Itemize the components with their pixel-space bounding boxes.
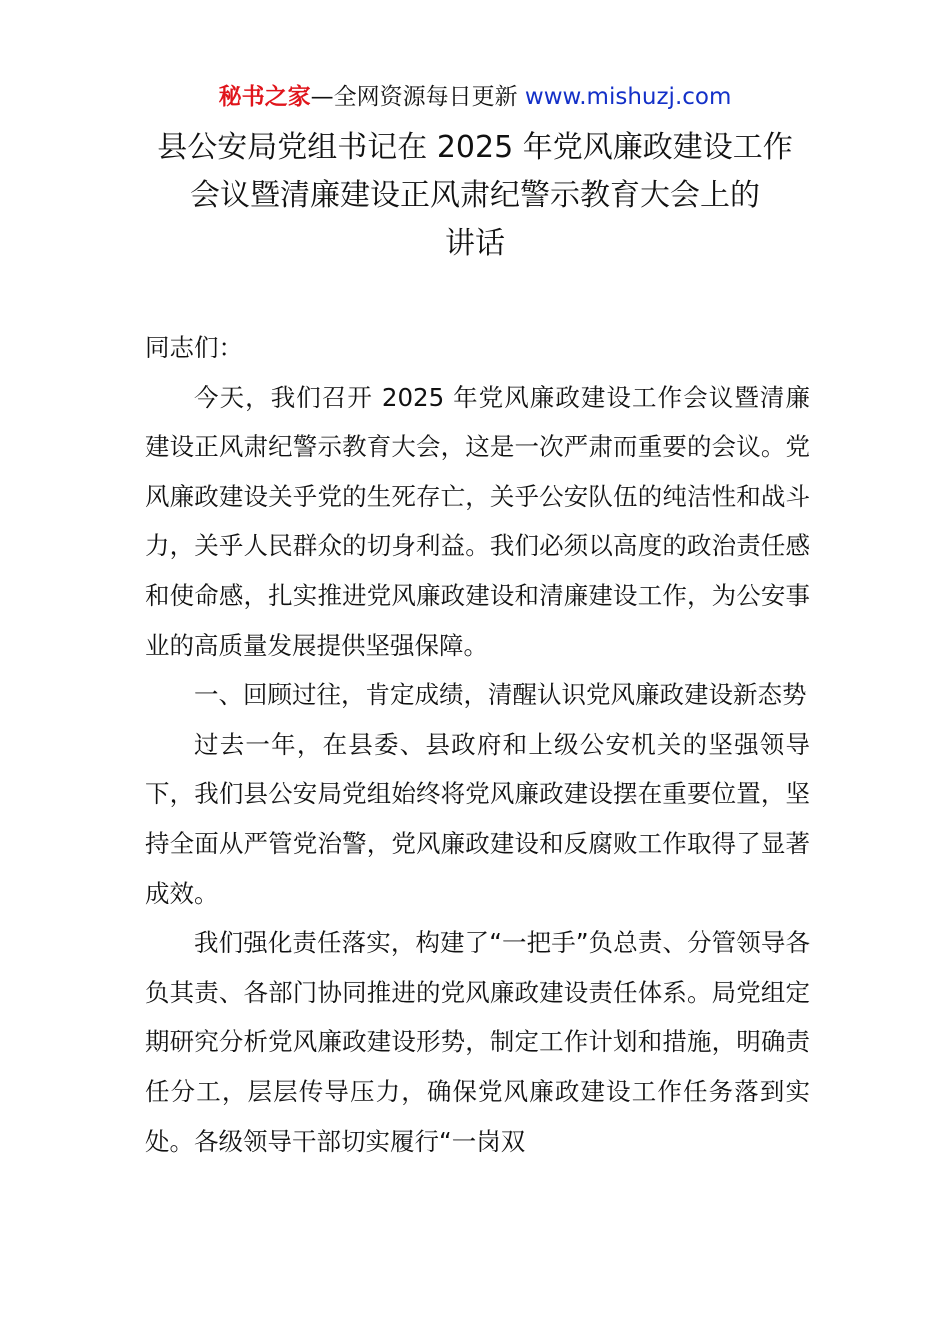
paragraph-review: 过去一年，在县委、县政府和上级公安机关的坚强领导下，我们县公安局党组始终将党风廉政建设摆在重要位置，坚持全面从严管党治警，党风廉政建设和反腐败工作取得了显著成效。 xyxy=(145,729,810,908)
title-line-1: 县公安局党组书记在 2025 年党风廉政建设工作 xyxy=(157,130,793,165)
title-line-2: 会议暨清廉建设正风肃纪警示教育大会上的 xyxy=(190,178,760,213)
section-heading-1: 一、回顾过往，肯定成绩，清醒认识党风廉政建设新态势 xyxy=(194,680,807,710)
site-brand: 秘书之家 xyxy=(218,84,311,110)
document-title xyxy=(120,124,830,268)
site-url-link[interactable]: www.mishuzj.com xyxy=(524,84,732,110)
salutation: 同志们： xyxy=(145,333,243,362)
document-body xyxy=(145,323,810,1166)
site-tagline: —全网资源每日更新 xyxy=(310,84,525,110)
paragraph-responsibility: 我们强化责任落实，构建了“一把手”负总责、分管领导各负其责、各部门协同推进的党风廉政建设责任体系。局党组定期研究分析党风廉政建设形势，制定工作计划和措施，明确责任分工，层层传导压力，确保党风廉政建设工作任务落到实处。各级领导干部切实履行“一岗双 xyxy=(145,928,810,1156)
site-header xyxy=(0,82,950,112)
paragraph-intro: 今天，我们召开 2025 年党风廉政建设工作会议暨清廉建设正风肃纪警示教育大会，这是一次严肃而重要的会议。党风廉政建设关乎党的生死存亡，关乎公安队伍的纯洁性和战斗力，关乎人民群众的切身利益。我们必须以高度的政治责任感和使命感，扎实推进党风廉政建设和清廉建设工作，为公安事业的高质量发展提供坚强保障。 xyxy=(145,382,810,660)
title-line-3: 讲话 xyxy=(445,226,505,261)
